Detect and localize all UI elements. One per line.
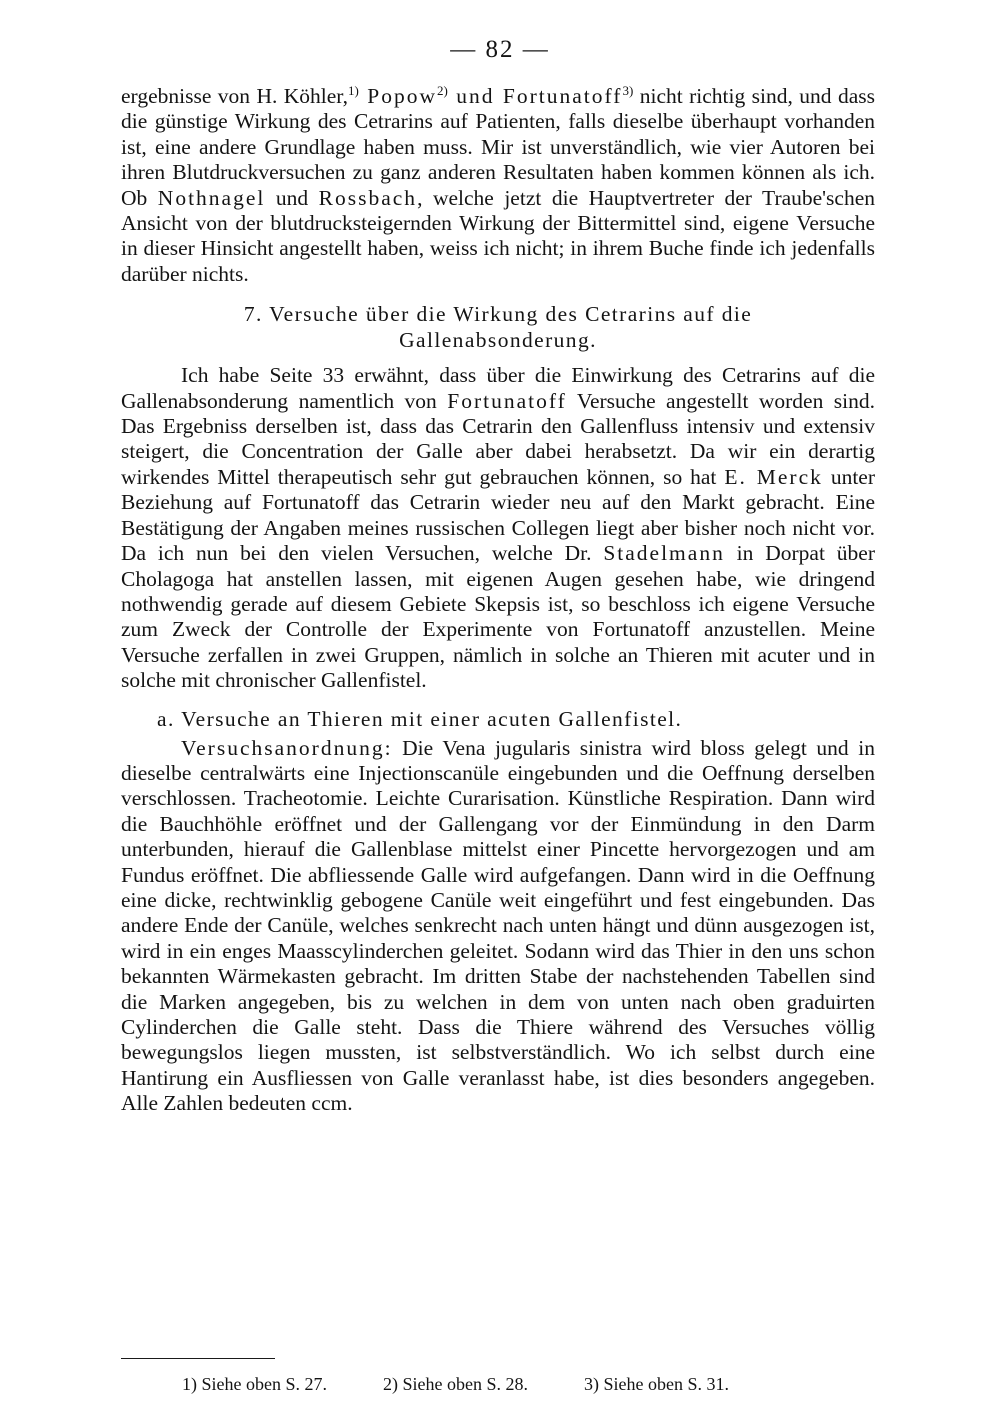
text-run: ergebnisse von H. Köhler,: [121, 84, 348, 108]
paragraph-experiment-setup: [121, 736, 875, 1117]
author-name: Popow: [358, 84, 437, 108]
author-name: und Fortunatoff: [447, 84, 623, 108]
footnote-divider: [121, 1358, 275, 1359]
footnote-ref-1[interactable]: 1): [347, 83, 359, 98]
paragraph-cetrarin-bile: [121, 363, 875, 693]
section-heading-line: Gallenabsonderung.: [399, 328, 597, 353]
author-name: E. Merck: [724, 464, 823, 489]
subsection-heading-a: a. Versuche an Thieren mit einer acuten Gallenfistel.: [157, 706, 683, 731]
author-name: Nothnagel: [157, 185, 266, 210]
body-text: [121, 84, 875, 1117]
footnote-3: 3) Siehe oben S. 31.: [583, 1374, 729, 1394]
page-number: — 82 —: [450, 36, 550, 63]
footnote-ref-2[interactable]: 2): [436, 83, 448, 98]
text-run: Ich habe Seite 33 erwähnt, dass über die Einwirkung des Cetrarins auf die Gallenabsonderung namentlich von: [121, 363, 875, 413]
text-run: , welche jetzt die Hauptvertreter der Traube'schen Ansicht von der blutdrucksteigernden Wirkung der Bittermittel sind, eigene Versuche in dieser Hinsicht angestellt haben, weiss ich nicht; in ihrem Buche finde ich jedenfalls darüber nichts.: [121, 185, 876, 286]
footnote-1: 1) Siehe oben S. 27.: [182, 1374, 327, 1394]
footnote-ref-3[interactable]: 3): [622, 83, 634, 98]
text-run: und: [265, 185, 319, 210]
section-heading-line: 7. Versuche über die Wirkung des Cetrarins auf die: [243, 302, 753, 327]
text-run: unter Beziehung auf Fortunatoff das Cetrarin wieder neu auf den Markt gebracht. Eine Bestätigung der Angaben meines russischen Collegen liegt aber bisher noch nicht vor. Da ich nun bei den vielen Versuchen, welche Dr.: [121, 464, 875, 566]
footnote-2: 2) Siehe oben S. 28.: [382, 1374, 528, 1394]
text-run: nicht richtig sind, und dass die günstige Wirkung des Cetrarins auf Patienten, falls dieselbe überhaupt vorhanden ist, eine andere Grundlage haben muss. Mir ist unverständlich, wie vier Autoren bei ihren Blutdruckversuchen zu ganz anderen Resultaten haben kommen können als ich. Ob: [121, 84, 875, 210]
author-name: Fortunatoff: [447, 388, 567, 413]
paragraph-blood-pressure: [121, 84, 875, 287]
setup-lead: Versuchsanordnung:: [181, 735, 393, 760]
text-run: in Dorpat über Cholagoga hat anstellen lassen, mit eigenen Augen gesehen habe, wie dringend nothwendig gerade auf diesem Gebiete Skepsis ist, so beschloss ich eigene Versuche zum Zweck der Controlle der Experimente von Fortunatoff anzustellen. Meine Versuche zerfallen in zwei Gruppen, nämlich in solche an Thieren mit acuter und in solche mit chronischer Gallenfistel.: [121, 541, 875, 693]
text-run: Die Vena jugularis sinistra wird bloss gelegt und in dieselbe centralwärts eine Injectionscanüle eingebunden und die Oeffnung derselben verschlossen. Tracheotomie. Leichte Curarisation. Künstliche Respiration. Dann wird die Bauchhöhle eröffnet und der Gallengang vor der Einmündung in den Darm unterbunden, hierauf die Gallenblase mittelst einer Pincette hervorgezogen und am Fundus eröffnet. Die abfliessende Galle wird aufgefangen. Dann wird in die Oeffnung eine dicke, rechtwinklig gebogene Canüle weit eingeführt und fest eingebunden. Das andere Ende der Canüle, welches senkrecht nach unten hängt und dünn ausgezogen ist, wird in ein enges Maasscylinderchen geleitet. Sodann wird das Thier in den uns schon bekannten Wärmekasten gebracht. Im dritten Stabe der nachstehenden Tabellen sind die Marken angegeben, bis zu welchen in dem von unten nach oben graduirten Cylinderchen die Galle steht. Dass die Thiere während des Versuches völlig bewegungslos liegen mussten, ist selbstverständlich. Wo ich selbst durch eine Hantirung ein Ausfliessen von Galle veranlasst habe, ist dies besonders angegeben. Alle Zahlen bedeuten ccm.: [121, 735, 875, 1116]
section-heading-7: [121, 301, 875, 353]
author-name: Rossbach: [318, 185, 418, 210]
footnotes: [182, 1374, 882, 1395]
author-name: Stadelmann: [603, 541, 725, 566]
text-run: Versuche angestellt worden sind. Das Ergebniss derselben ist, dass das Cetrarin den Gallenfluss intensiv und extensiv steigert, die Concentration der Galle aber dabei herabsetzt. Da wir ein derartig wirkendes Mittel therapeutisch sehr gut gebrauchen können, so hat: [121, 388, 875, 489]
